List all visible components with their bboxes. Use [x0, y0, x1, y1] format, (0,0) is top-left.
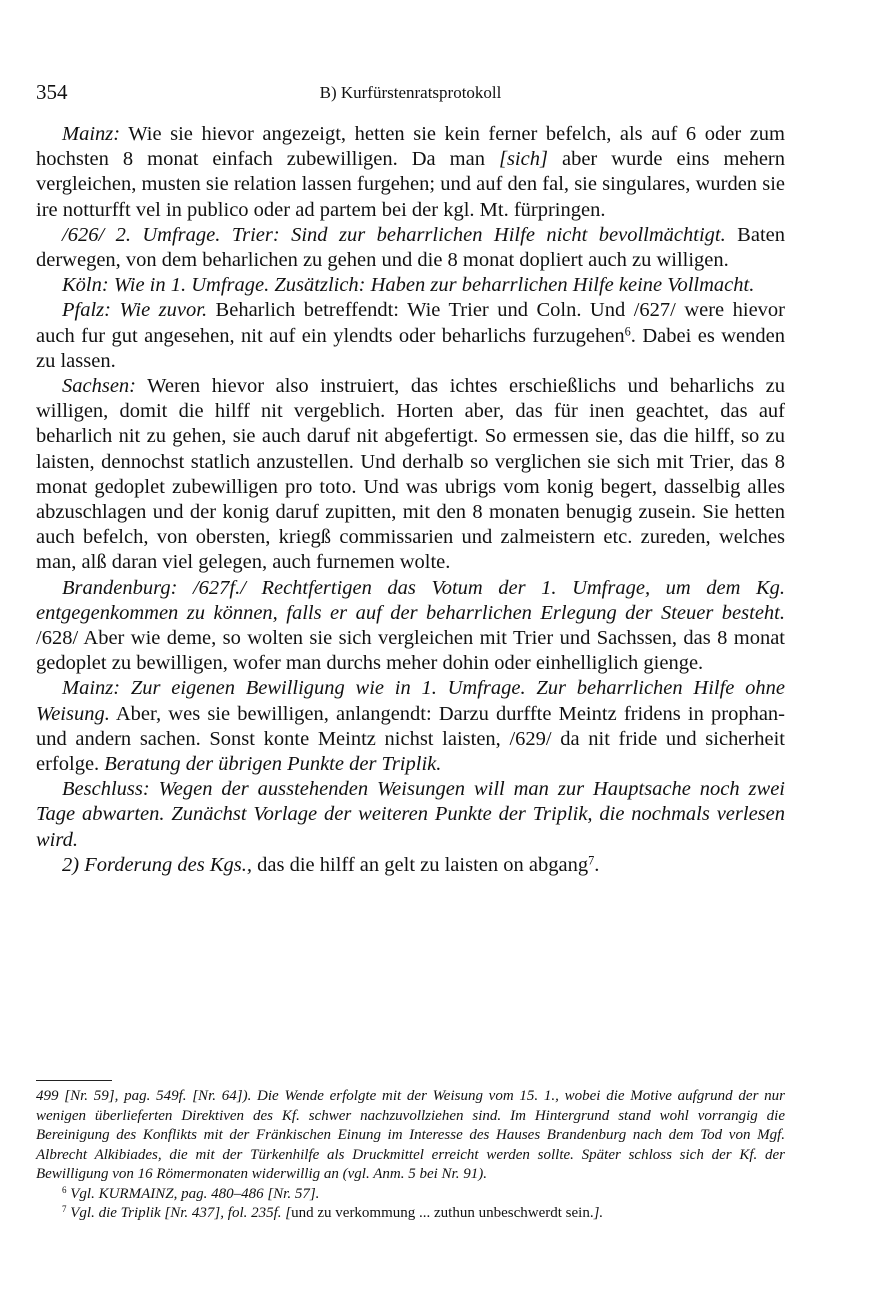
page-header — [36, 80, 785, 104]
footnotes — [36, 1080, 785, 1224]
editorial-insertion: [sich] — [498, 148, 548, 171]
footnote-number: 7 — [62, 1204, 67, 1215]
footnote-ref[interactable]: 7 — [588, 853, 595, 868]
paragraph-text: aber wurde eins mehern vergleichen, musten sie relation lassen furgehen; und auf den fal, sie singulares, wurden sie ire notturfft vel in publico oder ad partem bei der kgl. Mt. fürpringen. — [36, 148, 785, 221]
paragraph-text: Wie sie hievor angezeigt, hetten sie kein ferner befelch, als auf 6 oder zum hochsten 8 monat einfach zubewilligen. Da man — [36, 123, 785, 171]
paragraph-text: . — [594, 853, 600, 876]
editorial-summary: Mainz: Zur eigenen Bewilligung wie in 1. Umfrage. Zur beharrlichen Hilfe ohne Weisung. — [36, 677, 785, 725]
paragraph-mainz-1 — [36, 122, 785, 223]
speaker-label: Mainz: — [62, 123, 121, 145]
footnote-quote: und zu verkommung ... zuthun unbeschwerdt sein. — [291, 1205, 594, 1221]
footnote-text: Vgl. KURMAINZ, pag. 480–486 [Nr. 57]. — [66, 1185, 320, 1202]
footnote-number: 6 — [62, 1184, 67, 1195]
paragraph-text: Baten derwegen, von dem beharlichen zu gehen und die 8 monat dopliert auch zu willigen. — [36, 223, 785, 272]
running-title: B) Kurfürstenratsprotokoll — [319, 83, 502, 102]
paragraph-forderung — [36, 853, 785, 878]
footnote-6 — [36, 1185, 785, 1205]
editorial-summary: Brandenburg: /627f./ Rechtfertigen das Votum der 1. Umfrage, um dem Kg. entgegenkommen zu können, falls er auf der beharrlichen Erlegung der Steuer besteht. — [36, 576, 785, 624]
footnote-rule — [36, 1080, 112, 1081]
paragraph-trier — [36, 223, 785, 273]
paragraph-text: Beharlich betreffendt: Wie Trier und Coln. Und /627/ were hievor auch fur gut angesehen, nit auf ein ylendts oder beharlichs furzugehen — [36, 299, 785, 347]
paragraph-mainz-2 — [36, 676, 785, 777]
editorial-summary: Beschluss: Wegen der ausstehenden Weisungen will man zur Hauptsache noch zwei Tage abwarten. Zunächst Vorlage der weiteren Punkte der Triplik, die nochmals verlesen wird. — [36, 778, 785, 851]
page-number: 354 — [36, 80, 68, 104]
footnote-text: ]. — [593, 1205, 604, 1221]
main-text — [36, 122, 785, 878]
paragraph-brandenburg — [36, 576, 785, 677]
speaker-label: Sachsen: — [62, 375, 137, 398]
paragraph-pfalz — [36, 298, 785, 374]
footnote-7 — [36, 1204, 785, 1224]
paragraph-text: das die hilff an gelt zu laisten on abgang — [252, 853, 589, 876]
paragraph-text: Aber, wes sie bewilligen, anlangendt: Darzu durffte Meintz fridens in prophan- und andern sachen. Sonst konte Meintz nichst laisten, /629/ da nit fride und sicherheit erfolge. — [36, 702, 785, 776]
footnote-ref[interactable]: 6 — [624, 323, 631, 338]
paragraph-text: /628/ Aber wie deme, so wolten sie sich vergleichen mit Trier und Sachssen, das 8 monat gedoplet zu bewilligen, wofer man durchs meher dohin oder einhelliglich gienge. — [36, 627, 785, 675]
footnote-text: Vgl. die Triplik [Nr. 437], fol. 235f. [ — [66, 1205, 292, 1221]
editorial-summary: /626/ 2. Umfrage. Trier: Sind zur beharrlichen Hilfe nicht bevollmächtigt. — [62, 223, 726, 246]
paragraph-sachsen — [36, 374, 785, 576]
footnote-continuation: 499 [Nr. 59], pag. 549f. [Nr. 64]). Die Wende erfolgte mit der Weisung vom 15. 1., wobei die Motive aufgrund der nur wenigen überlieferten Direktiven des Kf. schwer nachzuvollziehen sind. Im Hintergrund stand wohl vorrangig die Bereinigung des Konflikts mit der Fränkischen Einung im Interesse des Hauses Brandenburg nach dem Tod von Mgf. Albrecht Alkibiades, die mit der Türkenhilfe als Druckmittel erreicht werden sollte. Später schloss sich der Kf. der Bewilligung von 16 Römermonaten widerwillig an (vgl. Anm. 5 bei Nr. 91). — [36, 1088, 785, 1182]
paragraph-text: Weren hievor also instruiert, das ichtes erschießlichs und beharlichs zu willigen, domit die hilff nit vergeblich. Horten aber, das für inen geachtet, das auf beharlich nit zu gehen, sie auch daruf nit abgefertigt. So ermessen sie, das die hilff, so zu laisten, dennochst statlich anzustellen. Und derhalb so verglichen sie sich mit Trier, das 8 monat gedoplet zubewilligen pro toto. Und was ubrigs vom konig begert, dasselbig alles abzuschlagen und der konig daruf zupitten, mit den 8 monaten benugig zusein. Sie hetten auch befelch, von obersten, kriegß commissarien und zalmeistern etc. zureden, welches man, alß daran viel gelegen, auch furnemen wolte. — [36, 375, 785, 574]
section-label: 2) Forderung des Kgs., — [62, 853, 252, 876]
speaker-label: Pfalz: Wie zuvor. — [62, 299, 208, 322]
paragraph-koeln — [36, 273, 785, 298]
editorial-summary: Köln: Wie in 1. Umfrage. Zusätzlich: Haben zur beharrlichen Hilfe keine Vollmacht. — [62, 274, 755, 297]
paragraph-text: . Dabei es wenden zu lassen. — [36, 324, 785, 372]
paragraph-beschluss — [36, 777, 785, 853]
editorial-summary: Beratung der übrigen Punkte der Triplik. — [104, 753, 442, 776]
